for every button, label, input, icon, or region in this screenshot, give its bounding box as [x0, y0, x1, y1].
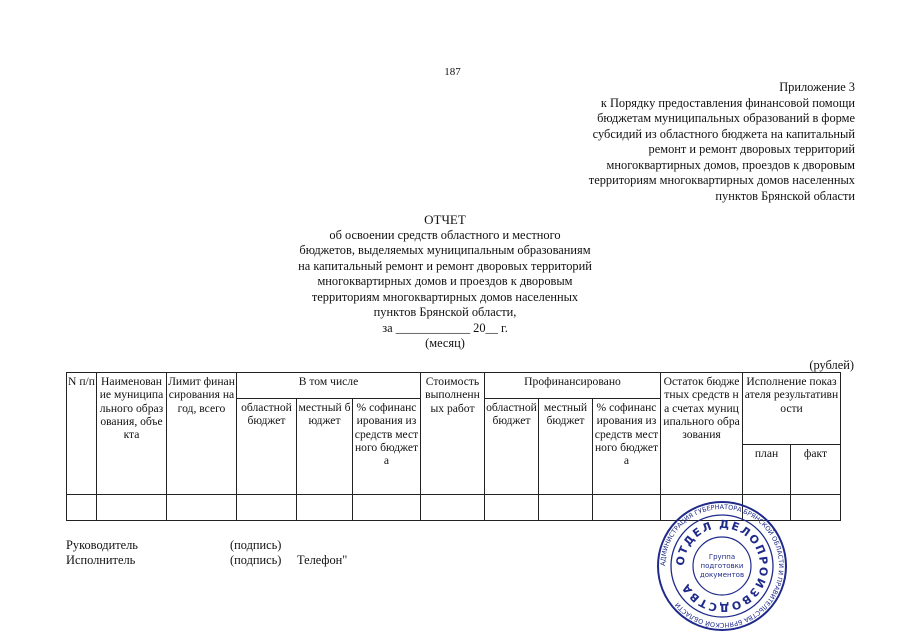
report-period: за ____________ 20__ г. [382, 320, 508, 335]
report-title: ОТЧЕТ [424, 212, 466, 227]
stamp-ring-text: ОТДЕЛ ДЕЛОПРОИЗВОДСТВА [673, 517, 771, 615]
table-cell [237, 495, 297, 521]
fin-local-header: местный бюджет [539, 399, 593, 495]
appendix-line: субсидий из областного бюджета на капитальный [592, 126, 855, 141]
report-subtitle-line: многоквартирных домов и проездов к дворовым [317, 274, 573, 288]
appendix-line: Приложение 3 [779, 80, 855, 94]
sub-regional-header: областной бюджет [237, 399, 297, 495]
department-stamp [656, 500, 788, 632]
stamp-center-line: подготовки [700, 562, 744, 570]
col-name-header: Наименование муниципального образования, объекта [97, 373, 167, 495]
fin-cofin-header: % софинансирования из средств местного бюджета [593, 399, 661, 495]
col-num-header: N п/п [67, 373, 97, 495]
appendix-header [515, 80, 855, 204]
fin-regional-header: областной бюджет [485, 399, 539, 495]
table-cell [167, 495, 237, 521]
executor-label: Исполнитель [66, 553, 136, 567]
appendix-line: территориям многоквартирных домов населенных [588, 173, 855, 187]
report-subtitle-line: территориям многоквартирных домов населенных [311, 289, 579, 304]
page-number: 187 [444, 66, 461, 78]
report-subtitle-line: пунктов Брянской области, [373, 305, 517, 319]
head-signature: (подпись) [230, 538, 282, 552]
col-cost-header: Стоимость выполненных работ [421, 373, 485, 495]
appendix-line: бюджетам муниципальных образований в форме [597, 111, 855, 125]
report-title-block [230, 212, 660, 352]
appendix-line: к Порядку предоставления финансовой помощи [600, 95, 855, 110]
report-table [66, 372, 841, 521]
head-label: Руководитель [66, 538, 138, 552]
report-subtitle-line: об освоении средств областного и местного [329, 227, 561, 242]
executor-signature: (подпись) [230, 553, 282, 567]
table-cell [539, 495, 593, 521]
sub-cofin-header: % софинансирования из средств местного бюджета [353, 399, 421, 495]
col-limit-header: Лимит финансирования на год, всего [167, 373, 237, 495]
ind-plan-header: план [743, 445, 791, 495]
group-indicator-header: Исполнение показателя результативности [743, 373, 841, 445]
ind-fact-header: факт [791, 445, 841, 495]
table-cell [791, 495, 841, 521]
table-cell [67, 495, 97, 521]
table-cell [353, 495, 421, 521]
phone-label: Телефон" [297, 553, 348, 567]
group-financed-header: Профинансировано [485, 373, 661, 399]
group-including-header: В том числе [237, 373, 421, 399]
report-period-hint: (месяц) [425, 336, 465, 350]
stamp-outer-text: АДМИНИСТРАЦИЯ ГУБЕРНАТОРА БРЯНСКОЙ ОБЛАСТИ И ПРАВИТЕЛЬСТВА БРЯНСКОЙ ОБЛАСТИ [658, 502, 786, 630]
sub-local-header: местный бюджет [297, 399, 353, 495]
report-subtitle-line: бюджетов, выделяемых муниципальным образованиям [299, 243, 591, 257]
stamp-center-line: Группа [708, 553, 736, 561]
table-cell [297, 495, 353, 521]
col-balance-header: Остаток бюджетных средств на счетах муниципального образования [661, 373, 743, 495]
table-cell [485, 495, 539, 521]
appendix-line: ремонт и ремонт дворовых территорий [648, 142, 855, 156]
currency-note: (рублей) [809, 358, 854, 372]
appendix-line: многоквартирных домов, проездов к дворовым [606, 157, 855, 172]
report-subtitle-line: на капитальный ремонт и ремонт дворовых территорий [298, 258, 592, 273]
stamp-center-line: документов [699, 571, 745, 579]
table-cell [593, 495, 661, 521]
table-cell [97, 495, 167, 521]
table-cell [421, 495, 485, 521]
appendix-line: пунктов Брянской области [715, 188, 855, 203]
